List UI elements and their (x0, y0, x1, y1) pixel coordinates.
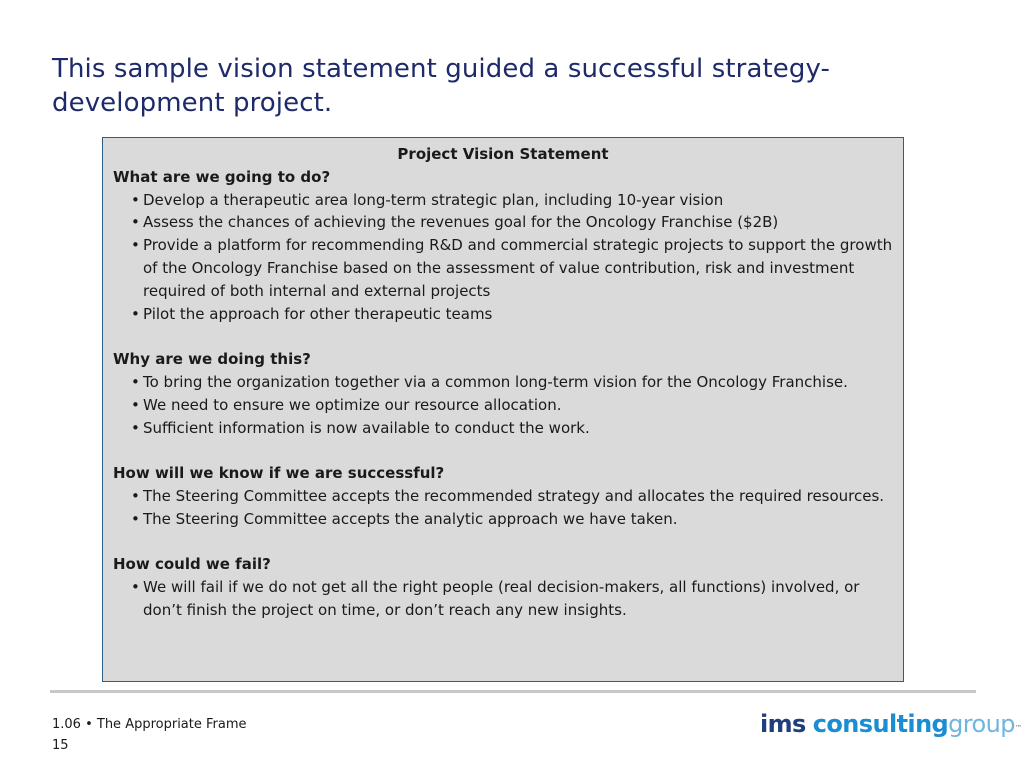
slide-title-line-1: This sample vision statement guided a successful strategy- (52, 54, 831, 84)
logo-word-consulting: consulting (812, 710, 949, 738)
bullet-dot-icon: • (131, 372, 140, 391)
section-question: What are we going to do? (113, 167, 331, 186)
vision-box-heading: Project Vision Statement (397, 145, 609, 163)
bullet-text: To bring the organization together via a common long-term vision for the Oncology Franchise. (143, 372, 848, 391)
bullet-item (131, 508, 893, 531)
slide-title-line-2: development project. (52, 88, 333, 118)
bullet-text: The Steering Committee accepts the analytic approach we have taken. (143, 509, 678, 528)
logo-trademark: ™ (1014, 724, 1022, 732)
bullet-dot-icon: • (131, 578, 140, 597)
logo-word-ims: ims (760, 710, 806, 738)
bullet-item (131, 371, 893, 394)
bullet-text: The Steering Committee accepts the recommended strategy and allocates the required resources. (143, 486, 885, 505)
bullet-text: Develop a therapeutic area long-term strategic plan, including 10-year vision (143, 190, 724, 209)
bullet-item (131, 576, 893, 622)
bullet-text: Pilot the approach for other therapeutic teams (143, 304, 493, 323)
footer-section-label: 1.06 • The Appropriate Frame (52, 717, 247, 732)
bullet-dot-icon: • (131, 304, 140, 323)
ims-consulting-group-logo (760, 708, 1022, 740)
bullet-dot-icon: • (131, 190, 140, 209)
section-question: How will we know if we are successful? (113, 464, 445, 483)
section-fail (113, 553, 893, 621)
bullet-text: We will fail if we do not get all the right people (real decision-makers, all functions) involved, or don’t finish the project on time, or don’t reach any new insights. (143, 578, 860, 619)
bullet-item (131, 189, 893, 212)
bullet-item (131, 394, 893, 417)
footer-divider (50, 690, 976, 693)
bullet-item (131, 417, 893, 440)
section-success (113, 462, 893, 530)
section-question: Why are we doing this? (113, 350, 311, 369)
bullet-text: Sufficient information is now available to conduct the work. (143, 418, 590, 437)
section-question: How could we fail? (113, 555, 271, 574)
bullet-item (131, 303, 893, 326)
bullet-list (113, 189, 893, 326)
bullet-dot-icon: • (131, 236, 140, 255)
bullet-list (113, 576, 893, 622)
logo-word-group: group (948, 710, 1015, 738)
bullet-dot-icon: • (131, 418, 140, 437)
vision-statement-box (102, 137, 904, 682)
bullet-list (113, 371, 893, 439)
page-number: 15 (52, 738, 69, 753)
slide-title (52, 52, 952, 120)
bullet-item (131, 211, 893, 234)
bullet-item (131, 234, 893, 302)
bullet-item (131, 485, 893, 508)
bullet-dot-icon: • (131, 395, 140, 414)
bullet-dot-icon: • (131, 509, 140, 528)
bullet-text: Assess the chances of achieving the revenues goal for the Oncology Franchise ($2B) (143, 213, 779, 232)
bullet-text: We need to ensure we optimize our resource allocation. (143, 395, 562, 414)
bullet-list (113, 485, 893, 531)
section-why (113, 348, 893, 439)
bullet-dot-icon: • (131, 213, 140, 232)
bullet-dot-icon: • (131, 486, 140, 505)
bullet-text: Provide a platform for recommending R&D and commercial strategic projects to support the growth of the Oncology Franchise based on the assessment of value contribution, risk and investment required of both internal and external projects (143, 236, 893, 300)
section-what (113, 166, 893, 326)
